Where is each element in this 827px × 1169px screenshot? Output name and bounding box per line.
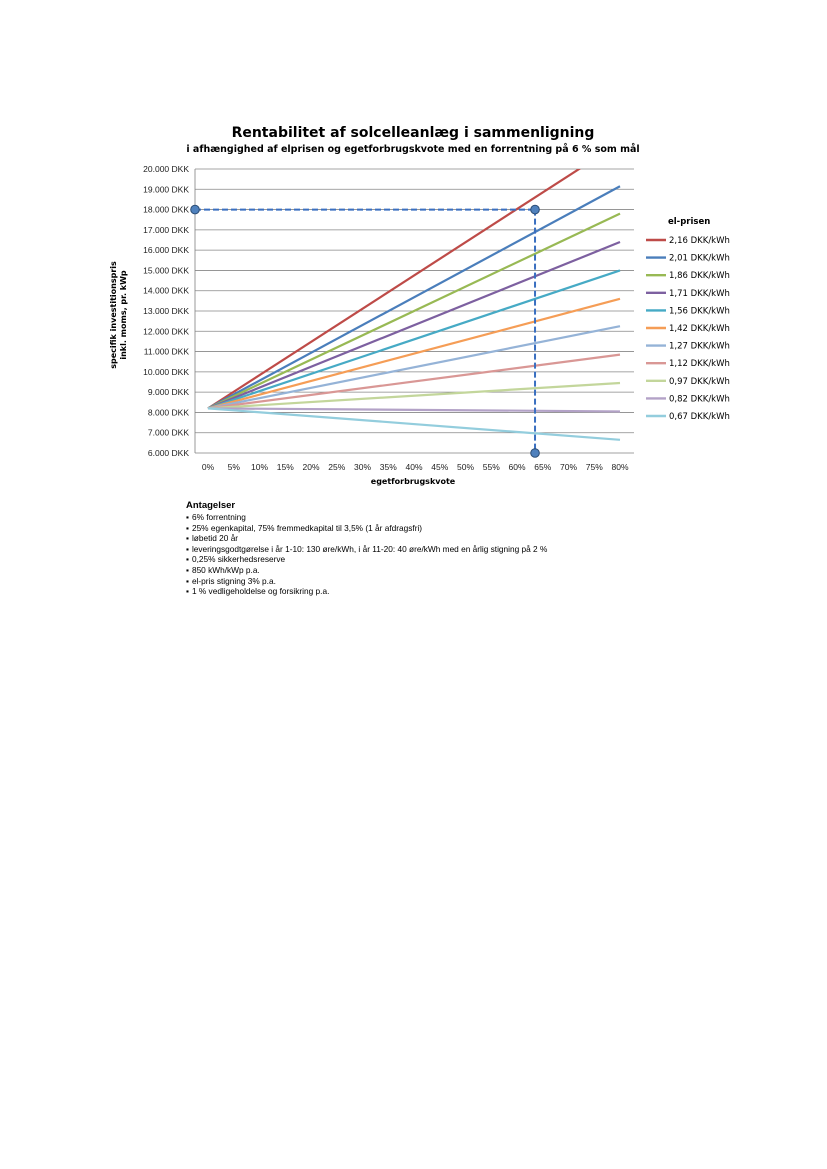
x-tick-label: 40% bbox=[405, 462, 423, 472]
legend bbox=[646, 236, 730, 422]
legend-entry: 1,56 DKK/kWh bbox=[669, 306, 730, 317]
assumptions-title: Antagelser bbox=[186, 500, 236, 511]
legend-entry: 0,82 DKK/kWh bbox=[669, 394, 730, 405]
y-tick-label: 13.000 DKK bbox=[143, 306, 189, 316]
legend-entry: 1,27 DKK/kWh bbox=[669, 341, 730, 352]
legend-entry: 1,42 DKK/kWh bbox=[669, 324, 730, 334]
x-axis-label: egetforbrugskvote bbox=[370, 477, 456, 486]
x-tick-label: 10% bbox=[250, 462, 269, 472]
series-line-0 bbox=[208, 143, 620, 409]
y-axis-label-line-1: specifik investitionspris bbox=[109, 261, 118, 369]
series-lines bbox=[208, 143, 620, 440]
assumptions-block bbox=[186, 500, 547, 597]
legend-entry: 1,71 DKK/kWh bbox=[669, 288, 730, 299]
x-tick-label: 35% bbox=[379, 462, 397, 472]
x-tick-label: 60% bbox=[508, 462, 526, 472]
y-tick-label: 11.000 DKK bbox=[143, 346, 189, 357]
y-tick-label: 16.000 DKK bbox=[143, 245, 189, 256]
assumption-item: ▪ løbetid 20 år bbox=[186, 533, 547, 544]
chart-subtitle: i afhængighed af elprisen og egetforbrugskvote med en forrentning på 6 % som mål bbox=[186, 144, 640, 155]
x-tick-label: 15% bbox=[276, 462, 294, 472]
legend-entry: 1,86 DKK/kWh bbox=[669, 271, 730, 282]
x-tick-label: 25% bbox=[328, 462, 346, 472]
legend-title: el-prisen bbox=[668, 217, 711, 227]
reference-point bbox=[531, 449, 540, 458]
assumptions-list bbox=[186, 512, 547, 597]
legend-entry: 0,97 DKK/kWh bbox=[669, 376, 730, 387]
y-tick-label: 18.000 DKK bbox=[143, 204, 189, 215]
legend-entry: 1,12 DKK/kWh bbox=[669, 359, 730, 370]
reference-point bbox=[191, 205, 200, 214]
y-tick-label: 7.000 DKK bbox=[147, 427, 189, 438]
assumption-item: ▪ 0,25% sikkerhedsreserve bbox=[186, 554, 547, 565]
y-tick-label: 20.000 DKK bbox=[143, 164, 189, 174]
legend-entry: 0,67 DKK/kWh bbox=[669, 412, 730, 422]
assumption-item: ▪ leveringsgodtgørelse i år 1-10: 130 øre/kWh, i år 11-20: 40 øre/kWh med en årlig stigning på 2 % bbox=[186, 544, 547, 555]
chart-title: Rentabilitet af solcelleanlæg i sammenligning bbox=[231, 125, 595, 141]
x-tick-label: 70% bbox=[559, 462, 578, 472]
y-tick-label: 12.000 DKK bbox=[143, 326, 189, 337]
y-tick-label: 14.000 DKK bbox=[143, 285, 189, 296]
x-tick-label: 80% bbox=[611, 462, 629, 472]
assumption-item: ▪ 25% egenkapital, 75% fremmedkapital til 3,5% (1 år afdragsfri) bbox=[186, 523, 547, 534]
y-axis-label-line-2: inkl. moms, pr. kWp bbox=[119, 270, 128, 360]
reference-point bbox=[531, 205, 540, 214]
x-tick-label: 75% bbox=[585, 462, 603, 472]
y-axis-ticks bbox=[143, 164, 189, 458]
series-line-10 bbox=[208, 408, 620, 439]
assumption-item: ▪ 6% forrentning bbox=[186, 512, 547, 523]
y-tick-label: 19.000 DKK bbox=[143, 184, 189, 195]
x-axis-ticks bbox=[202, 462, 629, 472]
x-tick-label: 50% bbox=[456, 462, 475, 472]
assumption-item: ▪ el-pris stigning 3% p.a. bbox=[186, 576, 547, 587]
y-tick-label: 15.000 DKK bbox=[143, 265, 189, 276]
y-axis-label bbox=[109, 261, 128, 369]
assumption-item: ▪ 850 kWh/kWp p.a. bbox=[186, 565, 547, 576]
x-tick-label: 20% bbox=[302, 462, 320, 472]
y-tick-label: 6.000 DKK bbox=[147, 448, 189, 458]
x-tick-label: 5% bbox=[227, 462, 240, 472]
x-tick-label: 0% bbox=[201, 462, 215, 472]
x-tick-label: 45% bbox=[431, 462, 449, 472]
series-line-1 bbox=[208, 186, 620, 408]
series-line-7 bbox=[208, 355, 620, 409]
x-tick-label: 30% bbox=[353, 462, 372, 472]
legend-entry: 2,01 DKK/kWh bbox=[669, 253, 730, 264]
series-line-9 bbox=[208, 408, 620, 411]
legend-entry: 2,16 DKK/kWh bbox=[669, 236, 730, 246]
y-tick-label: 17.000 DKK bbox=[143, 224, 189, 235]
assumption-item: ▪ 1 % vedligeholdelse og forsikring p.a. bbox=[186, 586, 547, 597]
x-tick-label: 65% bbox=[534, 462, 552, 472]
y-tick-label: 10.000 DKK bbox=[143, 366, 189, 377]
y-tick-label: 8.000 DKK bbox=[147, 407, 189, 418]
x-tick-label: 55% bbox=[482, 462, 500, 472]
y-tick-label: 9.000 DKK bbox=[147, 387, 189, 398]
series-line-3 bbox=[208, 242, 620, 408]
